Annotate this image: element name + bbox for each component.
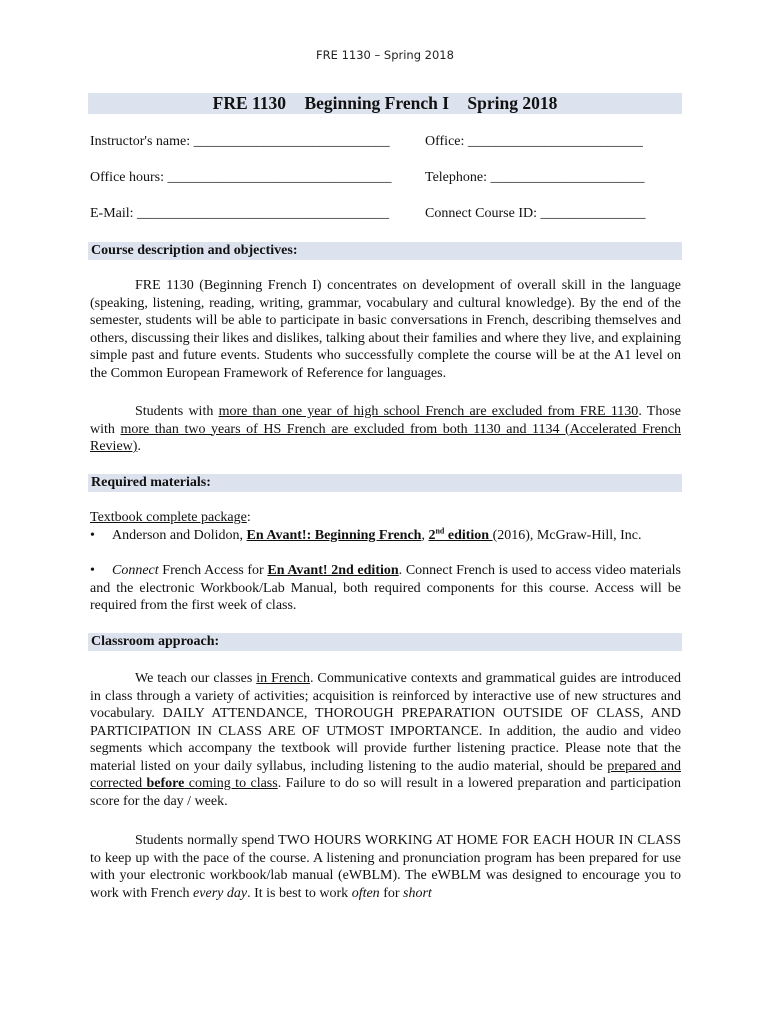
- telephone-field: Telephone: ______________________: [425, 170, 645, 185]
- materials-bullet-textbook: • Anderson and Dolidon, En Avant!: Beginning French, 2nd edition (2016), McGraw-Hill, Inc.: [90, 526, 642, 543]
- course-term: Spring 2018: [467, 93, 558, 113]
- info-row-instructor: [90, 134, 682, 152]
- description-paragraph: FRE 1130 (Beginning French I) concentrates on development of overall skill in the language (speaking, listening, reading, writing, grammar, vocabulary and cultural knowledge). By the end of the semester, students will be able to participate in basic conversations in French, describing themselves and others, discussing their likes and dislikes, talking about their families and where they live, and explaining simple past and future events. Students who successfully complete the course will be at the A1 level on the Common European Framework of Reference for languages.: [90, 278, 681, 381]
- section-heading-description: Course description and objectives:: [88, 242, 682, 260]
- running-header: FRE 1130 – Spring 2018: [316, 48, 454, 62]
- course-code: FRE 1130: [212, 93, 287, 113]
- textbook-title: En Avant!: Beginning French: [246, 528, 422, 543]
- textbook-edition: 2nd edition: [428, 526, 493, 543]
- exclusion-paragraph: Students with more than one year of high school French are excluded from FRE 1130. Those with more than two years of HS French are excluded from both 1130 and 1134 (Accelerated French Review).: [90, 404, 681, 454]
- section-heading-materials: Required materials:: [88, 474, 682, 492]
- course-name: Beginning French I: [304, 93, 450, 113]
- textbook-label: Textbook complete package:: [90, 510, 251, 525]
- exclusion-1130: more than one year of high school French are excluded from FRE 1130: [218, 404, 639, 419]
- info-row-email: [90, 206, 682, 224]
- email-field: E-Mail: ____________________________________: [90, 206, 390, 221]
- connect-edition-title: En Avant! 2nd edition: [267, 563, 399, 578]
- office-hours-field: Office hours: ________________________________: [90, 170, 392, 185]
- office-field: Office: _________________________: [425, 134, 643, 149]
- exclusion-1134: more than two years of HS French are excluded from both 1130 and 1134 (Accelerated French Review): [90, 421, 681, 454]
- info-row-hours: [90, 170, 682, 188]
- bullet-icon: •: [90, 563, 95, 578]
- connect-course-id-field: Connect Course ID: _______________: [425, 206, 646, 221]
- classroom-paragraph: We teach our classes in French. Communicative contexts and grammatical guides are introduced in class through a variety of activities; acquisition is reinforced by interactive use of new structures and vocabulary. DAILY ATTENDANCE, THOROUGH PREPARATION OUTSIDE OF CLASS, AND PARTICIPATION IN CLASS ARE OF UTMOST IMPORTANCE. In addition, the audio and video segments which accompany the textbook will provide further listening practice. Please note that the material listed on your daily syllabus, including listening to the audio material, should be prepared and corrected before coming to class. Failure to do so will result in a lowered preparation and participation score for the day / week.: [90, 671, 681, 809]
- section-heading-classroom: Classroom approach:: [88, 633, 682, 651]
- instructor-name-field: Instructor's name: ____________________________: [90, 134, 390, 149]
- homework-paragraph: Students normally spend TWO HOURS WORKING AT HOME FOR EACH HOUR IN CLASS to keep up with the pace of the course. A listening and pronunciation program has been prepared for use with your electronic workbook/lab manual (eWBLM). The eWBLM was designed to encourage you to work with French every day. It is best to work often for short: [90, 833, 681, 901]
- materials-bullet-connect: • Connect French Access for En Avant! 2nd edition. Connect French is used to access video materials and the electronic Workbook/Lab Manual, both required components for this course. Access will be required from the first week of class.: [90, 563, 682, 613]
- bullet-icon: •: [90, 528, 95, 543]
- course-title-bar: [88, 93, 682, 114]
